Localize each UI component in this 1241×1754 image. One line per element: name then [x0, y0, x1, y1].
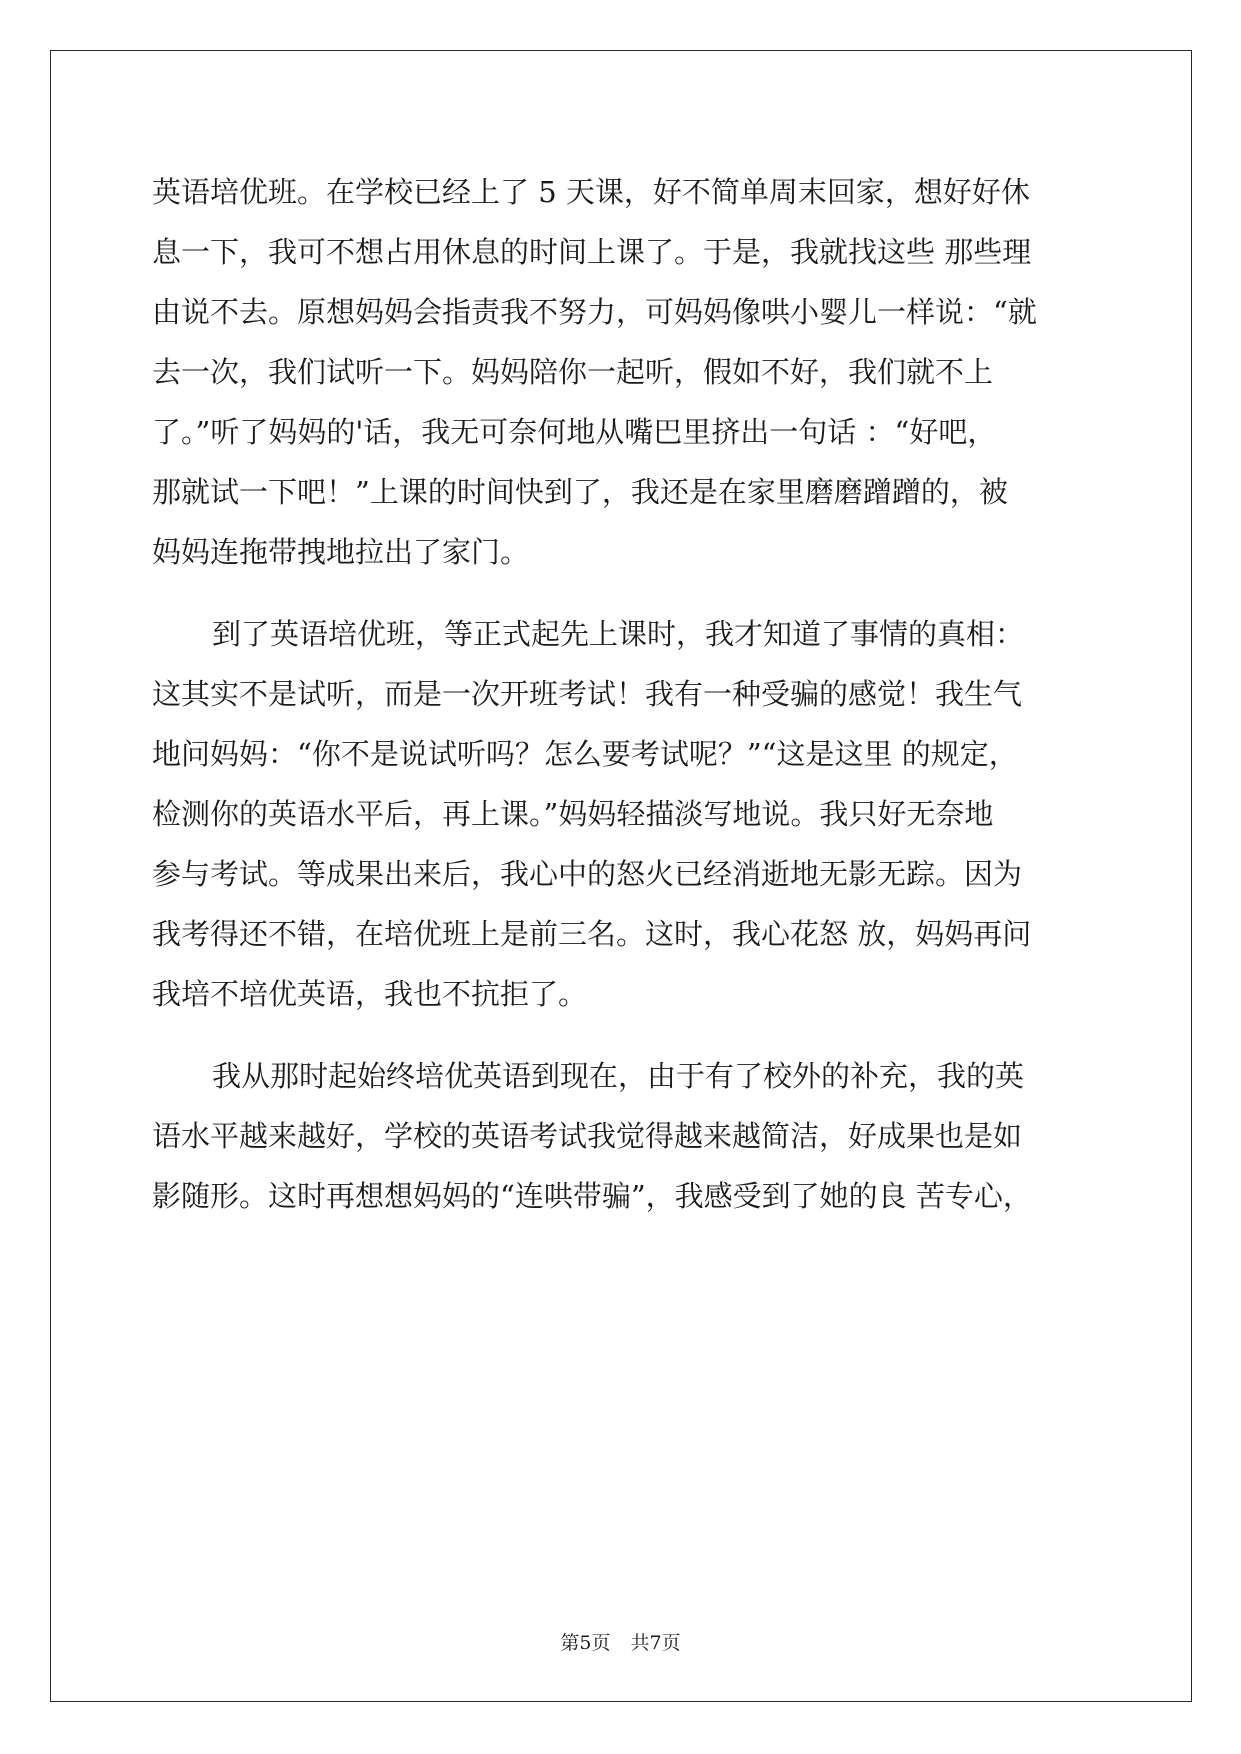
text-line: 参与考试。等成果出来后，我心中的怒火已经消逝地无影无踪。因为 — [152, 857, 1023, 891]
text-line: 影随形。这时再想想妈妈的“连哄带骗”，我感受到了她的良 苦专心， — [152, 1179, 1032, 1213]
text-line: 这其实不是试听，而是一次开班考试！我有一种受骗的感觉！我生气 — [152, 677, 1023, 711]
text-line: 语水平越来越好，学校的英语考试我觉得越来越简洁，好成果也是如 — [152, 1119, 1023, 1153]
paragraph-gap — [152, 582, 1092, 604]
text-line: 了。”听了妈妈的'话，我无可奈何地从嘴巴里挤出一句话 ：“好吧， — [152, 415, 997, 449]
text-line: 妈妈连拖带拽地拉出了家门。 — [152, 535, 530, 569]
text-line: 由说不去。原想妈妈会指责我不努力，可妈妈像哄小婴儿一样说：“就 — [152, 295, 1037, 329]
text-line: 去一次，我们试听一下。妈妈陪你一起听，假如不好，我们就不上 — [152, 355, 994, 389]
text-line: 我从那时起始终培优英语到现在，由于有了校外的补充，我的英 — [212, 1059, 1025, 1093]
text-line: 地问妈妈：“你不是说试听吗？怎么要考试呢？”“这是这里 的规定， — [152, 737, 1018, 771]
body-text — [152, 162, 1092, 1226]
text-line: 检测你的英语水平后，再上课。”妈妈轻描淡写地说。我只好无奈地 — [152, 797, 994, 831]
text-line: 息一下，我可不想占用休息的时间上课了。于是，我就找这些 那些理 — [152, 235, 1032, 269]
text-line: 到了英语培优班，等正式起先上课时，我才知道了事情的真相： — [212, 617, 1025, 651]
paragraph-gap — [152, 1024, 1092, 1046]
text-line: 那就试一下吧！”上课的时间快到了，我还是在家里磨磨蹭蹭的，被 — [152, 475, 1008, 509]
text-line: 我考得还不错，在培优班上是前三名。这时，我心花怒 放，妈妈再问 — [152, 917, 1032, 951]
page-number: 第5页 — [560, 1632, 611, 1654]
page-total: 共7页 — [630, 1632, 681, 1654]
page-footer — [0, 1628, 1241, 1655]
text-line: 我培不培优英语，我也不抗拒了。 — [152, 977, 588, 1011]
text-line: 英语培优班。在学校已经上了 5 天课，好不简单周末回家，想好好休 — [152, 175, 1030, 209]
